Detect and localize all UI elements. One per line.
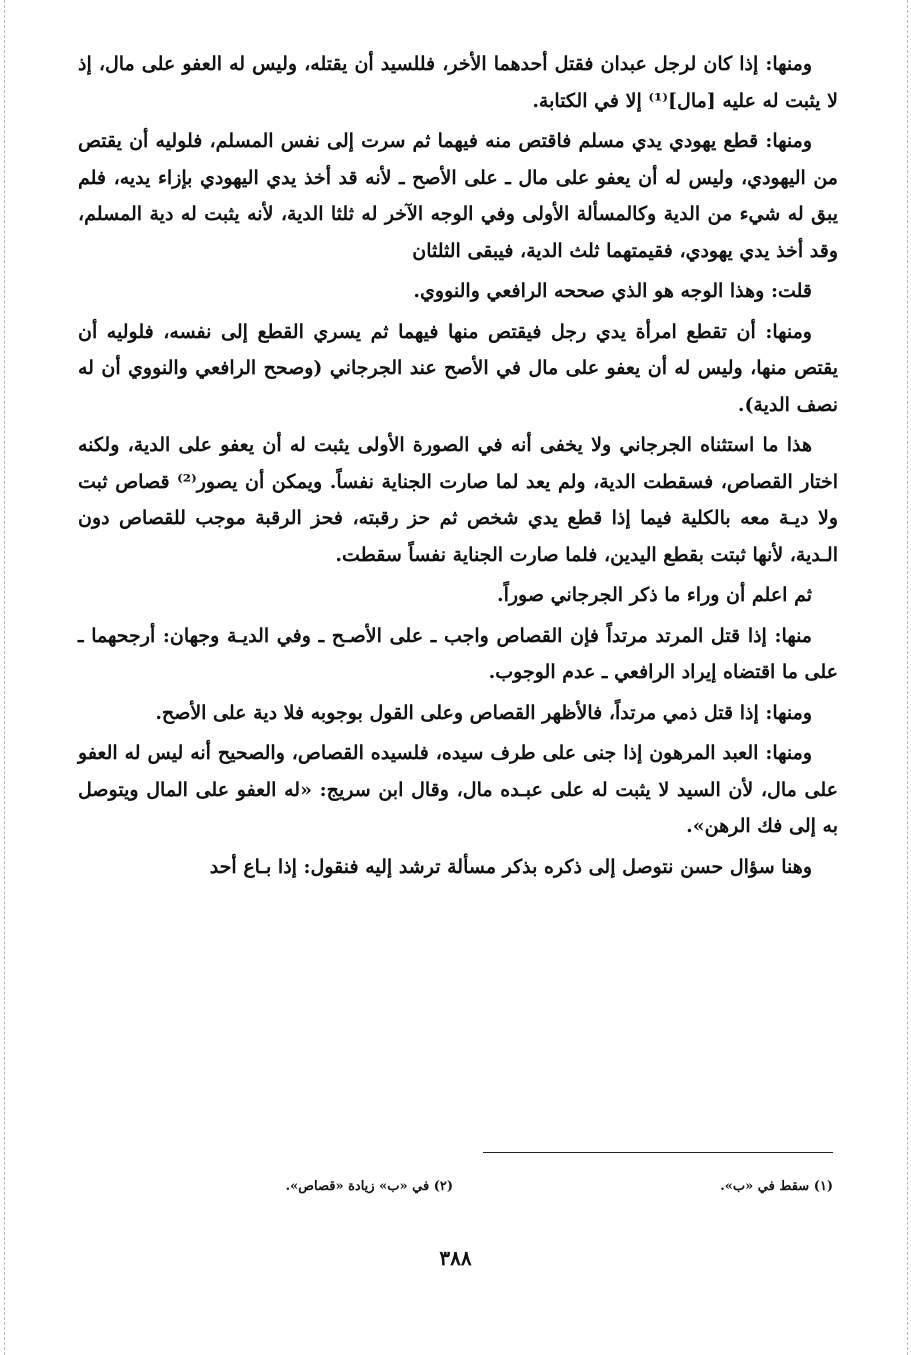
paragraph: وهنا سؤال حسن نتوصل إلى ذكره بذكر مسألة ترشد إليه فنقول: إذا بـاع أحد bbox=[209, 855, 812, 878]
page-number: ٣٨٨ bbox=[439, 1246, 472, 1270]
footnote: (١) سقط في «ب». bbox=[720, 1179, 833, 1194]
footnotes bbox=[73, 1176, 833, 1198]
footnote: (٢) في «ب» زيادة «قصاص». bbox=[285, 1179, 453, 1194]
scan-edge-right bbox=[907, 0, 908, 1355]
footnote-separator bbox=[483, 1152, 833, 1153]
body-text bbox=[78, 46, 838, 889]
paragraph: هذا ما استثناه الجرجاني ولا يخفى أنه في الصورة الأولى يثبت له أن يعفو على الدية، ولكنه اختار القصاص، فسقطت الدية، ولم يعد لما صارت الجناية نفساً. ويمكن أن يصور⁽²⁾ قصاص ثبت ولا ديـة معه بالكلية فيما إذا قطع يدي شخص ثم حز رقبته، فحز الرقبة موجب للقصاص دون الـدية، لأنها ثبتت بقطع اليدين، فلما صارت الجناية نفساً سقطت. bbox=[78, 434, 838, 566]
paragraph: ومنها: قطع يهودي يدي مسلم فاقتص منه فيهما ثم سرت إلى نفس المسلم، فلوليه أن يقتص من اليهودي، وليس له أن يعفو على مال ـ على الأصح ـ لأنه قد أخذ يدي اليهودي بإزاء يديه، فلم يبق له شيء من الدية وكالمسألة الأولى وفي الوجه الآخر له ثلثا الدية، لأنه يثبت له دية المسلم، وقد أخذ يدي يهودي، فقيمتهما ثلث الدية، فيبقى الثلثان bbox=[78, 130, 838, 262]
paragraph: ومنها: أن تقطع امرأة يدي رجل فيقتص منها فيهما ثم يسري القطع إلى نفسه، فلوليه أن يقتص منها، وليس له أن يعفو على مال في الأصح عند الجرجاني (وصحح الرافعي والنووي أن له نصف الدية). bbox=[78, 320, 838, 416]
scan-edge-left bbox=[4, 0, 5, 1355]
paragraph: منها: إذا قتل المرتد مرتداً فإن القصاص واجب ـ على الأصـح ـ وفي الديـة وجهان: أرجحهما ـ على ما اقتضاه إيراد الرافعي ـ عدم الوجوب. bbox=[78, 624, 838, 683]
paragraph: ومنها: إذا كان لرجل عبدان فقتل أحدهما الأخر، فللسيد أن يقتله، وليس له العفو على مال، إذ لا يثبت له عليه [مال]⁽¹⁾ إلا في الكتابة. bbox=[78, 53, 838, 112]
paragraph: ومنها: العبد المرهون إذا جنى على طرف سيده، فلسيده القصاص، والصحيح أنه ليس له العفو على مال، لأن السيد لا يثبت له على عبـده مال، وقال ابن سريج: «له العفو على المال ويتوصل به إلى فك الرهن». bbox=[78, 742, 838, 837]
paragraph: قلت: وهذا الوجه هو الذي صححه الرافعي والنووي. bbox=[413, 280, 812, 302]
paragraph: ومنها: إذا قتل ذمي مرتداً، فالأظهر القصاص وعلى القول بوجوبه فلا دية على الأصح. bbox=[155, 701, 812, 724]
paragraph: ثم اعلم أن وراء ما ذكر الجرجاني صوراً. bbox=[496, 584, 812, 606]
